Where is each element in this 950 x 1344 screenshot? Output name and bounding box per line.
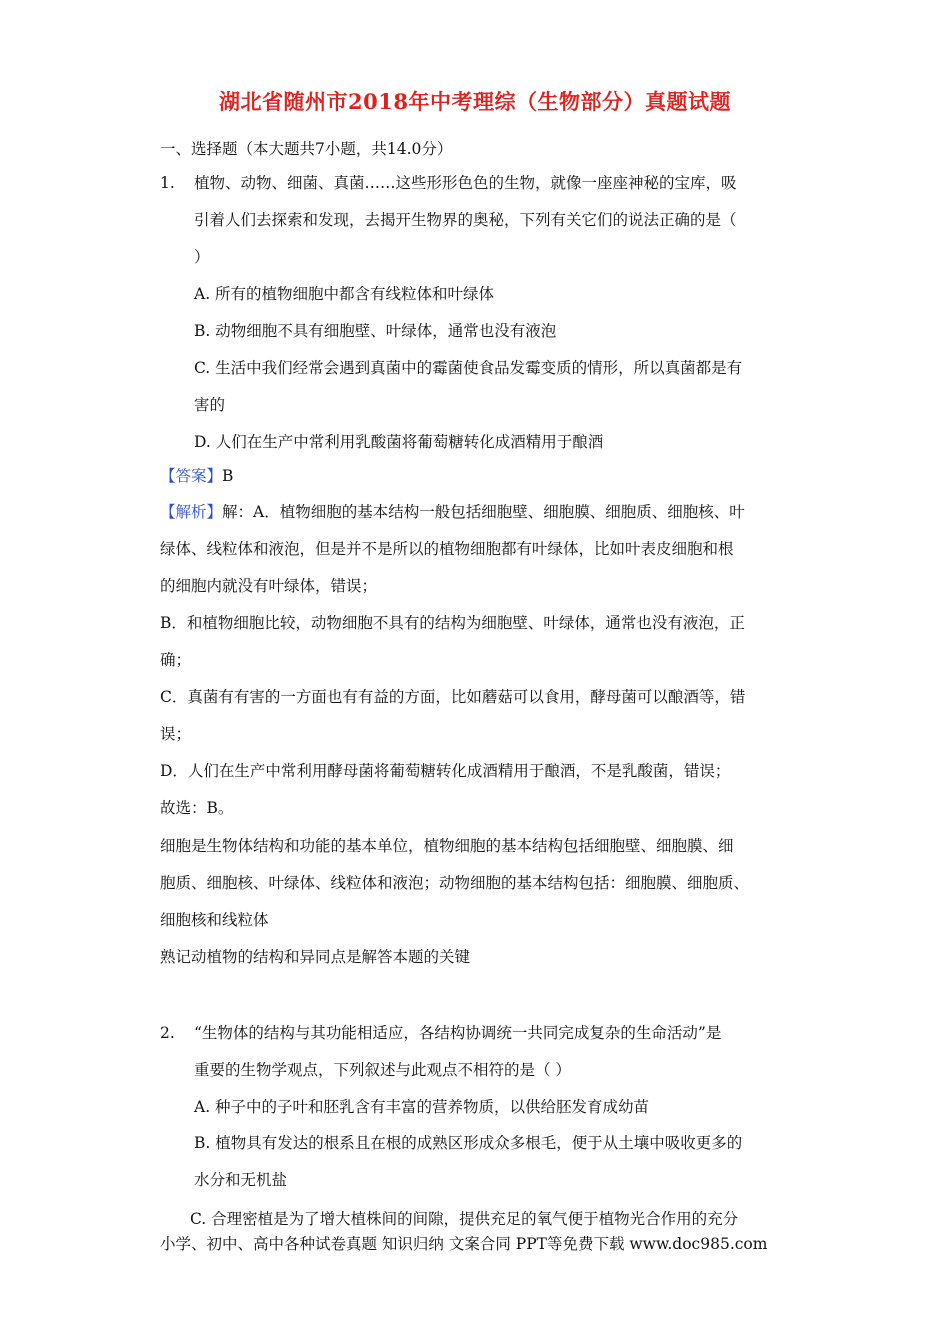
analysis-line: 的细胞内就没有叶绿体，错误； [160, 577, 378, 595]
analysis-line: 确； [160, 651, 192, 669]
question-2-stem-line: 重要的生物学观点，下列叙述与此观点不相符的是（ ） [194, 1061, 571, 1079]
section-heading: 一、选择题（本大题共7小题，共14.0分） [160, 140, 453, 158]
question-1-number: 1. [160, 174, 175, 192]
answer-tag: 【答案】 [160, 467, 223, 485]
analysis-line: 细胞核和线粒体 [160, 911, 269, 929]
question-2-stem-line: “生物体的结构与其功能相适应，各结构协调统一共同完成复杂的生命活动”是 [194, 1024, 722, 1042]
analysis-line: 熟记动植物的结构和异同点是解答本题的关键 [160, 948, 471, 966]
analysis-line: D．人们在生产中常利用酵母菌将葡萄糖转化成酒精用于酿酒，不是乳酸菌，错误； [160, 762, 731, 780]
question-1-stem-line: ） [194, 248, 210, 266]
question-2-option-c: C. 合理密植是为了增大植株间的间隙，提供充足的氧气便于植物光合作用的充分 [190, 1210, 739, 1228]
analysis-line: 细胞是生物体结构和功能的基本单位，植物细胞的基本结构包括细胞壁、细胞膜、细 [160, 837, 734, 855]
question-1-option-d: D. 人们在生产中常利用乳酸菌将葡萄糖转化成酒精用于酿酒 [194, 433, 604, 451]
analysis-line [160, 501, 745, 523]
analysis-line: 误； [160, 725, 192, 743]
footer-watermark: 小学、初中、高中各种试卷真题 知识归纳 文案合同 PPT等免费下载 www.doc985.com [160, 1235, 768, 1253]
analysis-line: 故选：B。 [160, 799, 234, 817]
question-1-stem-line: 植物、动物、细菌、真菌……这些形形色色的生物，就像一座座神秘的宝库，吸 [194, 174, 737, 192]
question-2-option-b: B. 植物具有发达的根系且在根的成熟区形成众多根毛，便于从土壤中吸收更多的 [194, 1134, 743, 1152]
question-2-option-b-cont: 水分和无机盐 [194, 1171, 288, 1189]
question-1-option-c-cont: 害的 [194, 396, 226, 414]
question-1-option-c: C. 生活中我们经常会遇到真菌中的霉菌使食品发霉变质的情形，所以真菌都是有 [194, 359, 743, 377]
analysis-line: B．和植物细胞比较，动物细胞不具有的结构为细胞壁、叶绿体，通常也没有液泡，正 [160, 614, 745, 632]
document-title: 湖北省随州市2018年中考理综（生物部分）真题试题 [219, 89, 731, 114]
question-1-option-b: B. 动物细胞不具有细胞壁、叶绿体，通常也没有液泡 [194, 322, 557, 340]
analysis-line: C．真菌有有害的一方面也有有益的方面，比如蘑菇可以食用，酵母菌可以酿酒等，错 [160, 688, 746, 706]
answer-line [160, 465, 233, 487]
answer-value: B [222, 467, 234, 485]
question-2-option-a: A. 种子中的子叶和胚乳含有丰富的营养物质，以供给胚发育成幼苗 [194, 1098, 650, 1116]
analysis-text: 解：A．植物细胞的基本结构一般包括细胞壁、细胞膜、细胞质、细胞核、叶 [222, 503, 745, 521]
analysis-line: 绿体、线粒体和液泡，但是并不是所以的植物细胞都有叶绿体，比如叶表皮细胞和根 [160, 540, 734, 558]
analysis-line: 胞质、细胞核、叶绿体、线粒体和液泡；动物细胞的基本结构包括：细胞膜、细胞质、 [160, 874, 750, 892]
question-1-stem-line: 引着人们去探索和发现，去揭开生物界的奥秘，下列有关它们的说法正确的是（ [194, 211, 737, 229]
question-1-option-a: A. 所有的植物细胞中都含有线粒体和叶绿体 [194, 285, 495, 303]
question-2-number: 2. [160, 1024, 175, 1042]
analysis-tag: 【解析】 [160, 503, 223, 521]
